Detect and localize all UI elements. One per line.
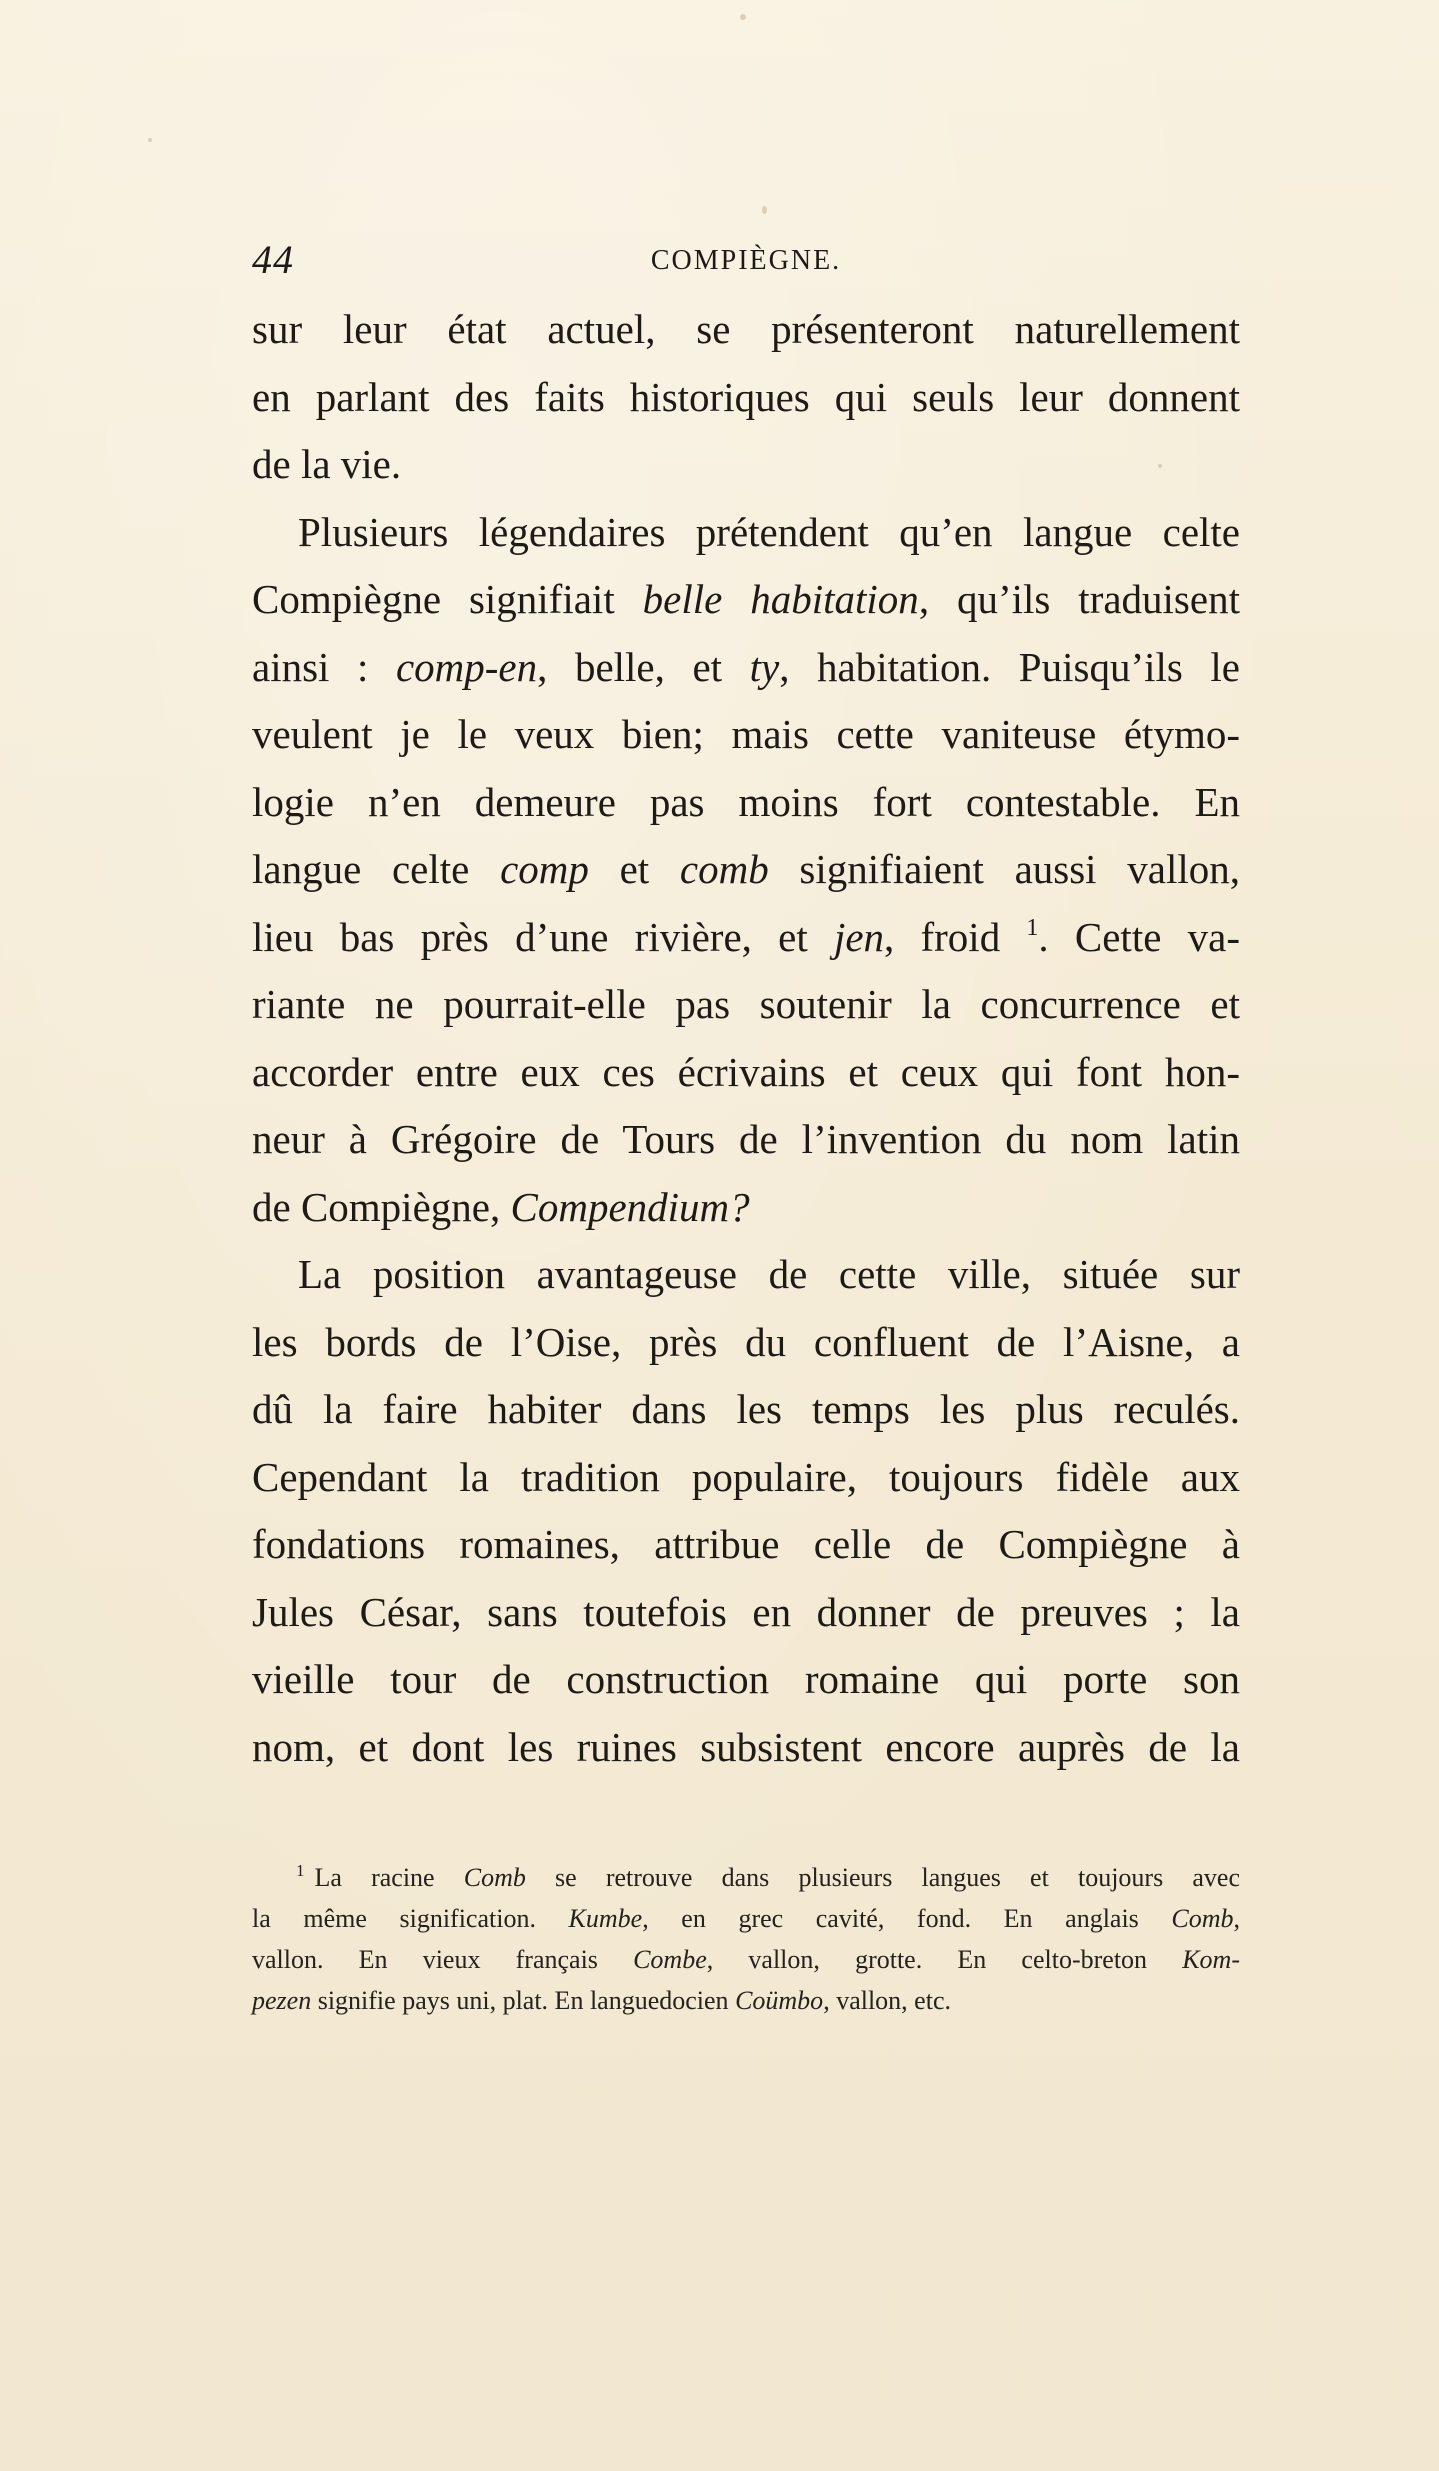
- italic-term: Kumbe: [568, 1904, 643, 1933]
- text-run: , vallon, grotte. En celto-breton: [706, 1945, 1183, 1974]
- text-line: [252, 296, 1240, 364]
- italic-term: Combe: [633, 1945, 707, 1974]
- text-line: [252, 1579, 1240, 1647]
- italic-term: Comb: [1171, 1904, 1234, 1933]
- italic-term: comp: [500, 846, 589, 892]
- text-run: de Compiègne,: [252, 1183, 511, 1230]
- text-run: langue celte: [252, 846, 501, 892]
- text-run: sur leur état actuel, se présenteront naturellement: [252, 306, 1240, 352]
- italic-term: comp-en: [395, 643, 538, 690]
- text-run: Compiègne signifiait: [252, 576, 643, 622]
- paper-fleck: [762, 206, 767, 214]
- text-line: [252, 1174, 1240, 1242]
- text-line: [252, 431, 1240, 499]
- footnote-line: [252, 1939, 1240, 1980]
- text-run: Jules César, sans toutefois en donner de preuves ; la: [252, 1588, 1240, 1635]
- text-run: , en grec cavité, fond. En anglais: [642, 1904, 1172, 1933]
- page-number: 44: [252, 237, 294, 282]
- text-run: vieille tour de construction romaine qui porte son: [252, 1656, 1240, 1702]
- text-line: [252, 634, 1240, 702]
- italic-term: Compendium?: [510, 1183, 750, 1230]
- text-line: [252, 1309, 1240, 1377]
- text-line: [252, 1106, 1240, 1174]
- text-line: [252, 1511, 1240, 1579]
- text-line: [252, 1241, 1240, 1309]
- text-line: [252, 1039, 1240, 1107]
- footnote-line: [252, 1857, 1240, 1898]
- text-run: lieu bas près d’une rivière, et: [252, 913, 834, 960]
- text-run: , belle, et: [537, 643, 750, 690]
- italic-term: comb: [679, 846, 769, 892]
- footnote-line: [252, 1980, 1240, 2021]
- text-run: vallon. En vieux français: [252, 1945, 634, 1974]
- text-run: signifie pays uni, plat. En languedocien: [311, 1986, 736, 2015]
- text-run: ainsi :: [252, 643, 396, 690]
- italic-term: Coümbo: [735, 1986, 824, 2015]
- text-run: logie n’en demeure pas moins fort contestable. En: [252, 778, 1240, 825]
- body-text: [252, 296, 1240, 1781]
- text-run: se retrouve dans plusieurs langues et toujours avec: [525, 1863, 1240, 1892]
- text-run: riante ne pourrait-elle pas soutenir la concurrence et: [252, 981, 1240, 1027]
- text-line: [252, 1376, 1240, 1444]
- italic-term: Comb: [463, 1863, 526, 1892]
- text-run: La racine: [314, 1863, 464, 1892]
- text-run: La position avantageuse de cette ville, située sur: [298, 1251, 1240, 1297]
- text-run: , habitation. Puisqu’ils le: [779, 643, 1240, 690]
- text-run: Plusieurs légendaires prétendent qu’en langue celte: [298, 508, 1240, 555]
- text-run: dû la faire habiter dans les temps les plus reculés.: [252, 1386, 1240, 1432]
- text-run: Cependant la tradition populaire, toujours fidèle aux: [252, 1453, 1240, 1500]
- text-line: [252, 701, 1240, 769]
- text-line: [252, 769, 1240, 837]
- text-run: la même signification.: [252, 1904, 569, 1933]
- text-run: fondations romaines, attribue celle de Compiègne à: [252, 1521, 1240, 1567]
- text-run: , qu’ils traduisent: [918, 576, 1240, 622]
- footnotes: [252, 1857, 1240, 2021]
- italic-term: Kom-: [1182, 1945, 1240, 1974]
- footnote-ref: 1: [1026, 914, 1039, 941]
- footnote-line: [252, 1898, 1240, 1939]
- paper-fleck: [148, 138, 152, 142]
- text-line: [252, 971, 1240, 1039]
- text-line: [252, 836, 1240, 904]
- text-run: de la vie.: [252, 441, 402, 487]
- text-line: [252, 1444, 1240, 1512]
- page-header: [252, 237, 1240, 282]
- text-line: [252, 1646, 1240, 1714]
- footnote-number: 1: [296, 1861, 305, 1880]
- text-line: [252, 904, 1240, 972]
- text-run: . Cette va-: [1038, 913, 1240, 960]
- text-run: et: [588, 846, 680, 892]
- italic-term: jen: [833, 913, 885, 960]
- text-run: ,: [1233, 1904, 1241, 1933]
- italic-term: ty: [749, 643, 780, 690]
- text-line: [252, 499, 1240, 567]
- paper-fleck: [740, 14, 746, 20]
- text-line: [252, 364, 1240, 432]
- text-run: neur à Grégoire de Tours de l’invention du nom latin: [252, 1116, 1240, 1162]
- running-title: COMPIÈGNE.: [650, 245, 842, 276]
- text-line: [252, 566, 1240, 634]
- text-run: signifiaient aussi vallon,: [768, 846, 1240, 892]
- italic-term: belle habitation: [642, 576, 919, 622]
- text-run: nom, et dont les ruines subsistent encore auprès de la: [252, 1723, 1240, 1770]
- text-run: , froid: [884, 913, 1027, 960]
- text-run: accorder entre eux ces écrivains et ceux qui font hon-: [252, 1048, 1240, 1095]
- italic-term: pezen: [252, 1986, 312, 2015]
- text-run: les bords de l’Oise, près du confluent de l’Aisne, a: [252, 1318, 1240, 1365]
- text-run: , vallon, etc.: [823, 1986, 951, 2015]
- text-run: veulent je le veux bien; mais cette vaniteuse étymo-: [252, 711, 1240, 757]
- text-line: [252, 1714, 1240, 1782]
- text-run: en parlant des faits historiques qui seuls leur donnent: [252, 373, 1240, 420]
